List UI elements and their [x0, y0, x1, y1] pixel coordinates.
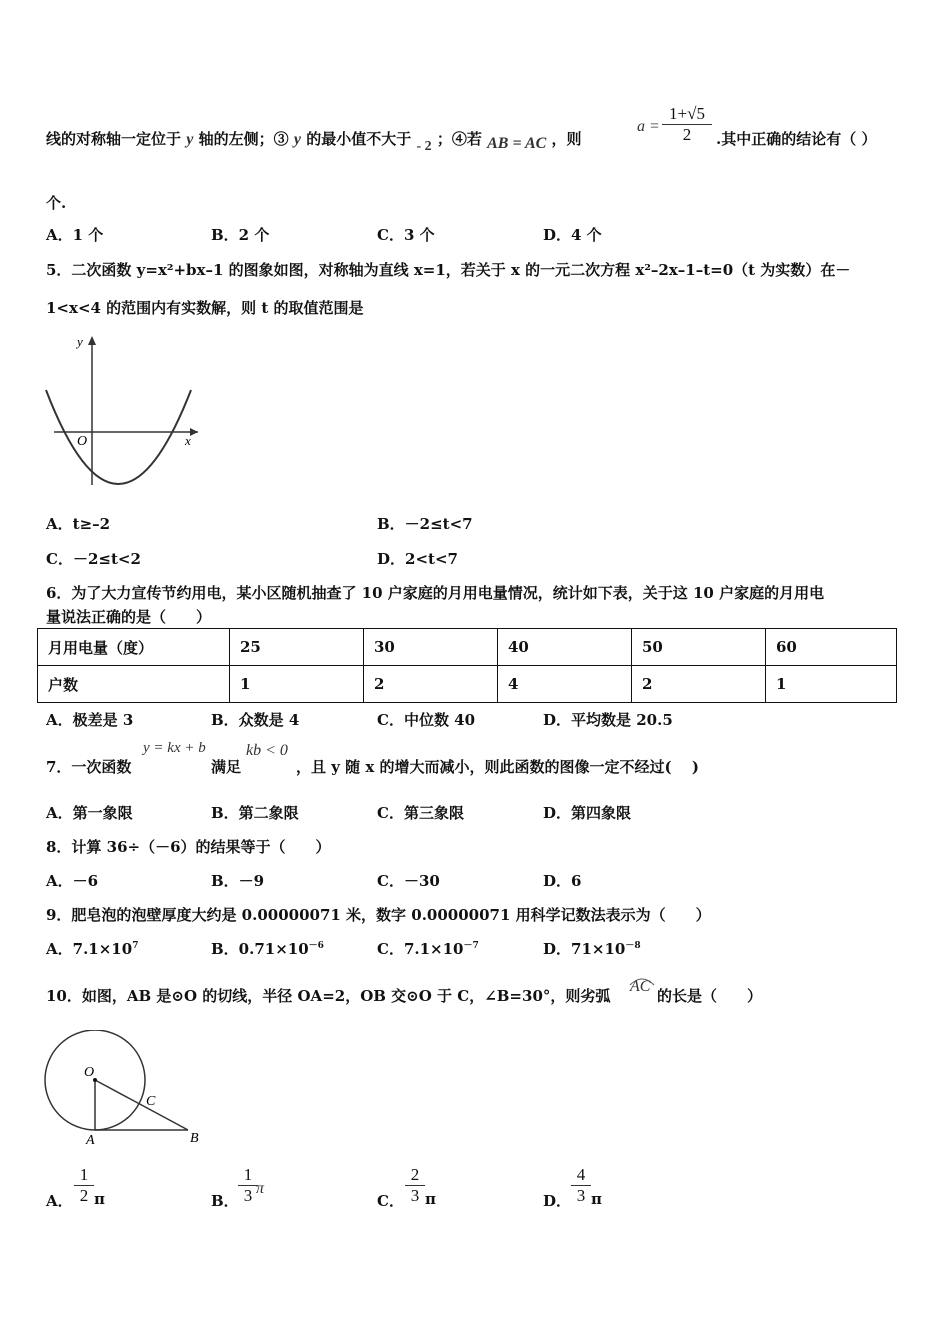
q7-prefix: 7．一次函数: [46, 758, 132, 776]
q10-option-a-pi: π: [94, 1190, 105, 1208]
q6-option-d: D．平均数是 20.5: [543, 711, 673, 729]
q10-option-a-frac: [74, 1165, 94, 1206]
frac-den: 2: [79, 1186, 89, 1205]
q9-option-d: [543, 938, 641, 959]
q9-option-b: [211, 938, 324, 959]
q5-line1: 5．二次函数 y=x²+bx–1 的图象如图，对称轴为直线 x=1，若关于 x 的一元二次方程 x²–2x–1–t=0（t 为实数）在－: [46, 261, 851, 279]
q4-text-b: 轴的左侧；③: [198, 130, 289, 148]
table-cell: 2: [632, 666, 766, 703]
q5-line2: 1<x<4 的范围内有实数解，则 t 的取值范围是: [46, 299, 364, 317]
q10-option-b-pi: π: [256, 1180, 265, 1197]
q10-option-d-letter: D．: [543, 1192, 572, 1210]
q10-option-a-letter: A．: [46, 1192, 73, 1210]
q5-origin-label: O: [77, 434, 88, 449]
q5-parabola-curve: [46, 390, 191, 484]
table-cell: 2: [364, 666, 498, 703]
q5-y-arrow: [88, 336, 96, 345]
q9-option-a-exp: 7: [132, 941, 139, 951]
q4-option-c: C．3 个: [377, 226, 435, 244]
q10-option-d-pi: π: [591, 1190, 602, 1208]
table-cell: 40: [498, 629, 632, 666]
q4-y-var: y: [186, 131, 194, 148]
q10-prefix: 10．如图，AB 是⊙O 的切线，半径 OA=2，OB 交⊙O 于 C，∠B=30°，则劣弧: [46, 987, 611, 1005]
q10-suffix: 的长是（ ）: [657, 987, 763, 1005]
q4-option-b: B．2 个: [211, 226, 270, 244]
q6-line1: 6．为了大力宣传节约用电，某小区随机抽查了 10 户家庭的月用电量情况，统计如下表，关于这 10 户家庭的月用电: [46, 584, 825, 602]
q7-option-d: D．第四象限: [543, 804, 632, 822]
q4-neg2: - 2: [416, 139, 432, 154]
q6-option-a: A．极差是 3: [46, 711, 134, 729]
q5-x-label: x: [185, 433, 191, 448]
frac-den: 3: [576, 1186, 586, 1205]
q5-parabola-graph: [40, 330, 205, 495]
q10-line-ob: [95, 1080, 188, 1130]
q10-label-b: B: [190, 1131, 199, 1146]
q10-label-a: A: [86, 1133, 95, 1148]
q6-line2: 量说法正确的是（ ）: [46, 608, 212, 626]
q4-frac-den: 2: [682, 125, 692, 144]
table-cell: 50: [632, 629, 766, 666]
q10-arc-label: AC: [630, 978, 651, 995]
q4-frac-num: 1+√5: [662, 104, 712, 125]
q10-label-c: C: [146, 1094, 156, 1109]
q9-line: 9．肥皂泡的泡壁厚度大约是 0.00000071 米，数字 0.00000071 用科学记数法表示为（ ）: [46, 906, 711, 924]
q9-option-c: [377, 938, 479, 959]
q8-line: 8．计算 36÷（－6）的结果等于（ ）: [46, 838, 331, 856]
q5-x-arrow: [190, 428, 198, 436]
q8-option-d: D．6: [543, 872, 582, 890]
q10-option-d-frac: [571, 1165, 591, 1206]
table-cell: 户数: [38, 666, 230, 703]
q8-option-c: C．－30: [377, 872, 440, 890]
table-cell: 1: [230, 666, 364, 703]
q10-option-c-pi: π: [425, 1190, 436, 1208]
q7-cond: kb < 0: [246, 742, 288, 759]
table-row: [38, 666, 897, 703]
q4-text-a: 线的对称轴一定位于: [46, 130, 182, 148]
q6-usage-table: [37, 628, 897, 703]
q7-mid: 满足: [211, 758, 242, 776]
q4-option-d: D．4 个: [543, 226, 602, 244]
table-cell: 60: [766, 629, 897, 666]
frac-num: 2: [405, 1165, 425, 1186]
q4-text-c: 的最小值不大于: [306, 130, 412, 148]
q7-suffix: ，且 y 随 x 的增大而减小，则此函数的图像一定不经过( ): [296, 758, 699, 776]
frac-num: 4: [571, 1165, 591, 1186]
table-cell: 30: [364, 629, 498, 666]
q10-option-b-letter: B．: [211, 1192, 239, 1210]
q10-option-c-letter: C．: [377, 1192, 404, 1210]
q7-func: y = kx + b: [143, 740, 206, 756]
q6-option-b: B．众数是 4: [211, 711, 300, 729]
q4-text-f: .其中正确的结论有（ ）: [716, 130, 877, 148]
q5-option-a: A．t≥–2: [46, 515, 111, 533]
table-cell: 月用电量（度）: [38, 629, 230, 666]
q4-text-d: ；④若: [436, 130, 482, 148]
q10-label-o: O: [84, 1065, 95, 1080]
q5-y-label: y: [77, 334, 83, 349]
q9-option-c-base: C．7.1×10: [377, 940, 464, 958]
q9-option-c-exp: －7: [463, 941, 479, 951]
q7-option-b: B．第二象限: [211, 804, 299, 822]
q5-option-d: D．2<t<7: [377, 550, 458, 568]
q9-option-d-exp: －8: [625, 941, 641, 951]
q9-option-a-base: A．7.1×10: [46, 940, 133, 958]
table-cell: 4: [498, 666, 632, 703]
q9-option-b-exp: －6: [308, 941, 324, 951]
q10-option-c-frac: [405, 1165, 425, 1206]
q9-option-b-base: B．0.71×10: [211, 940, 309, 958]
table-cell: 25: [230, 629, 364, 666]
q7-option-c: C．第三象限: [377, 804, 464, 822]
q4-line1: [46, 128, 582, 154]
q5-option-c: C．－2≤t<2: [46, 550, 141, 568]
q7-option-a: A．第一象限: [46, 804, 133, 822]
q10-circle-figure: [40, 1030, 210, 1150]
frac-num: 1: [74, 1165, 94, 1186]
q4-line2: 个.: [46, 194, 67, 212]
q4-a-eq: a =: [637, 118, 660, 135]
q4-y-var-2: y: [293, 131, 301, 148]
frac-den: 3: [243, 1186, 253, 1205]
q4-option-a: A．1 个: [46, 226, 104, 244]
q4-fraction: [662, 104, 712, 145]
frac-den: 3: [410, 1186, 420, 1205]
q4-text-e: ，则: [551, 130, 582, 148]
q9-option-d-base: D．71×10: [543, 940, 626, 958]
table-row: [38, 629, 897, 666]
q5-option-b: B．－2≤t<7: [377, 515, 473, 533]
q6-option-c: C．中位数 40: [377, 711, 476, 729]
table-cell: 1: [766, 666, 897, 703]
q9-option-a: [46, 938, 138, 959]
q4-ab-ac: AB = AC: [487, 135, 547, 152]
frac-num: 1: [238, 1165, 258, 1186]
q8-option-a: A．－6: [46, 872, 99, 890]
q8-option-b: B．－9: [211, 872, 265, 890]
q10-option-b-frac: [238, 1165, 258, 1206]
